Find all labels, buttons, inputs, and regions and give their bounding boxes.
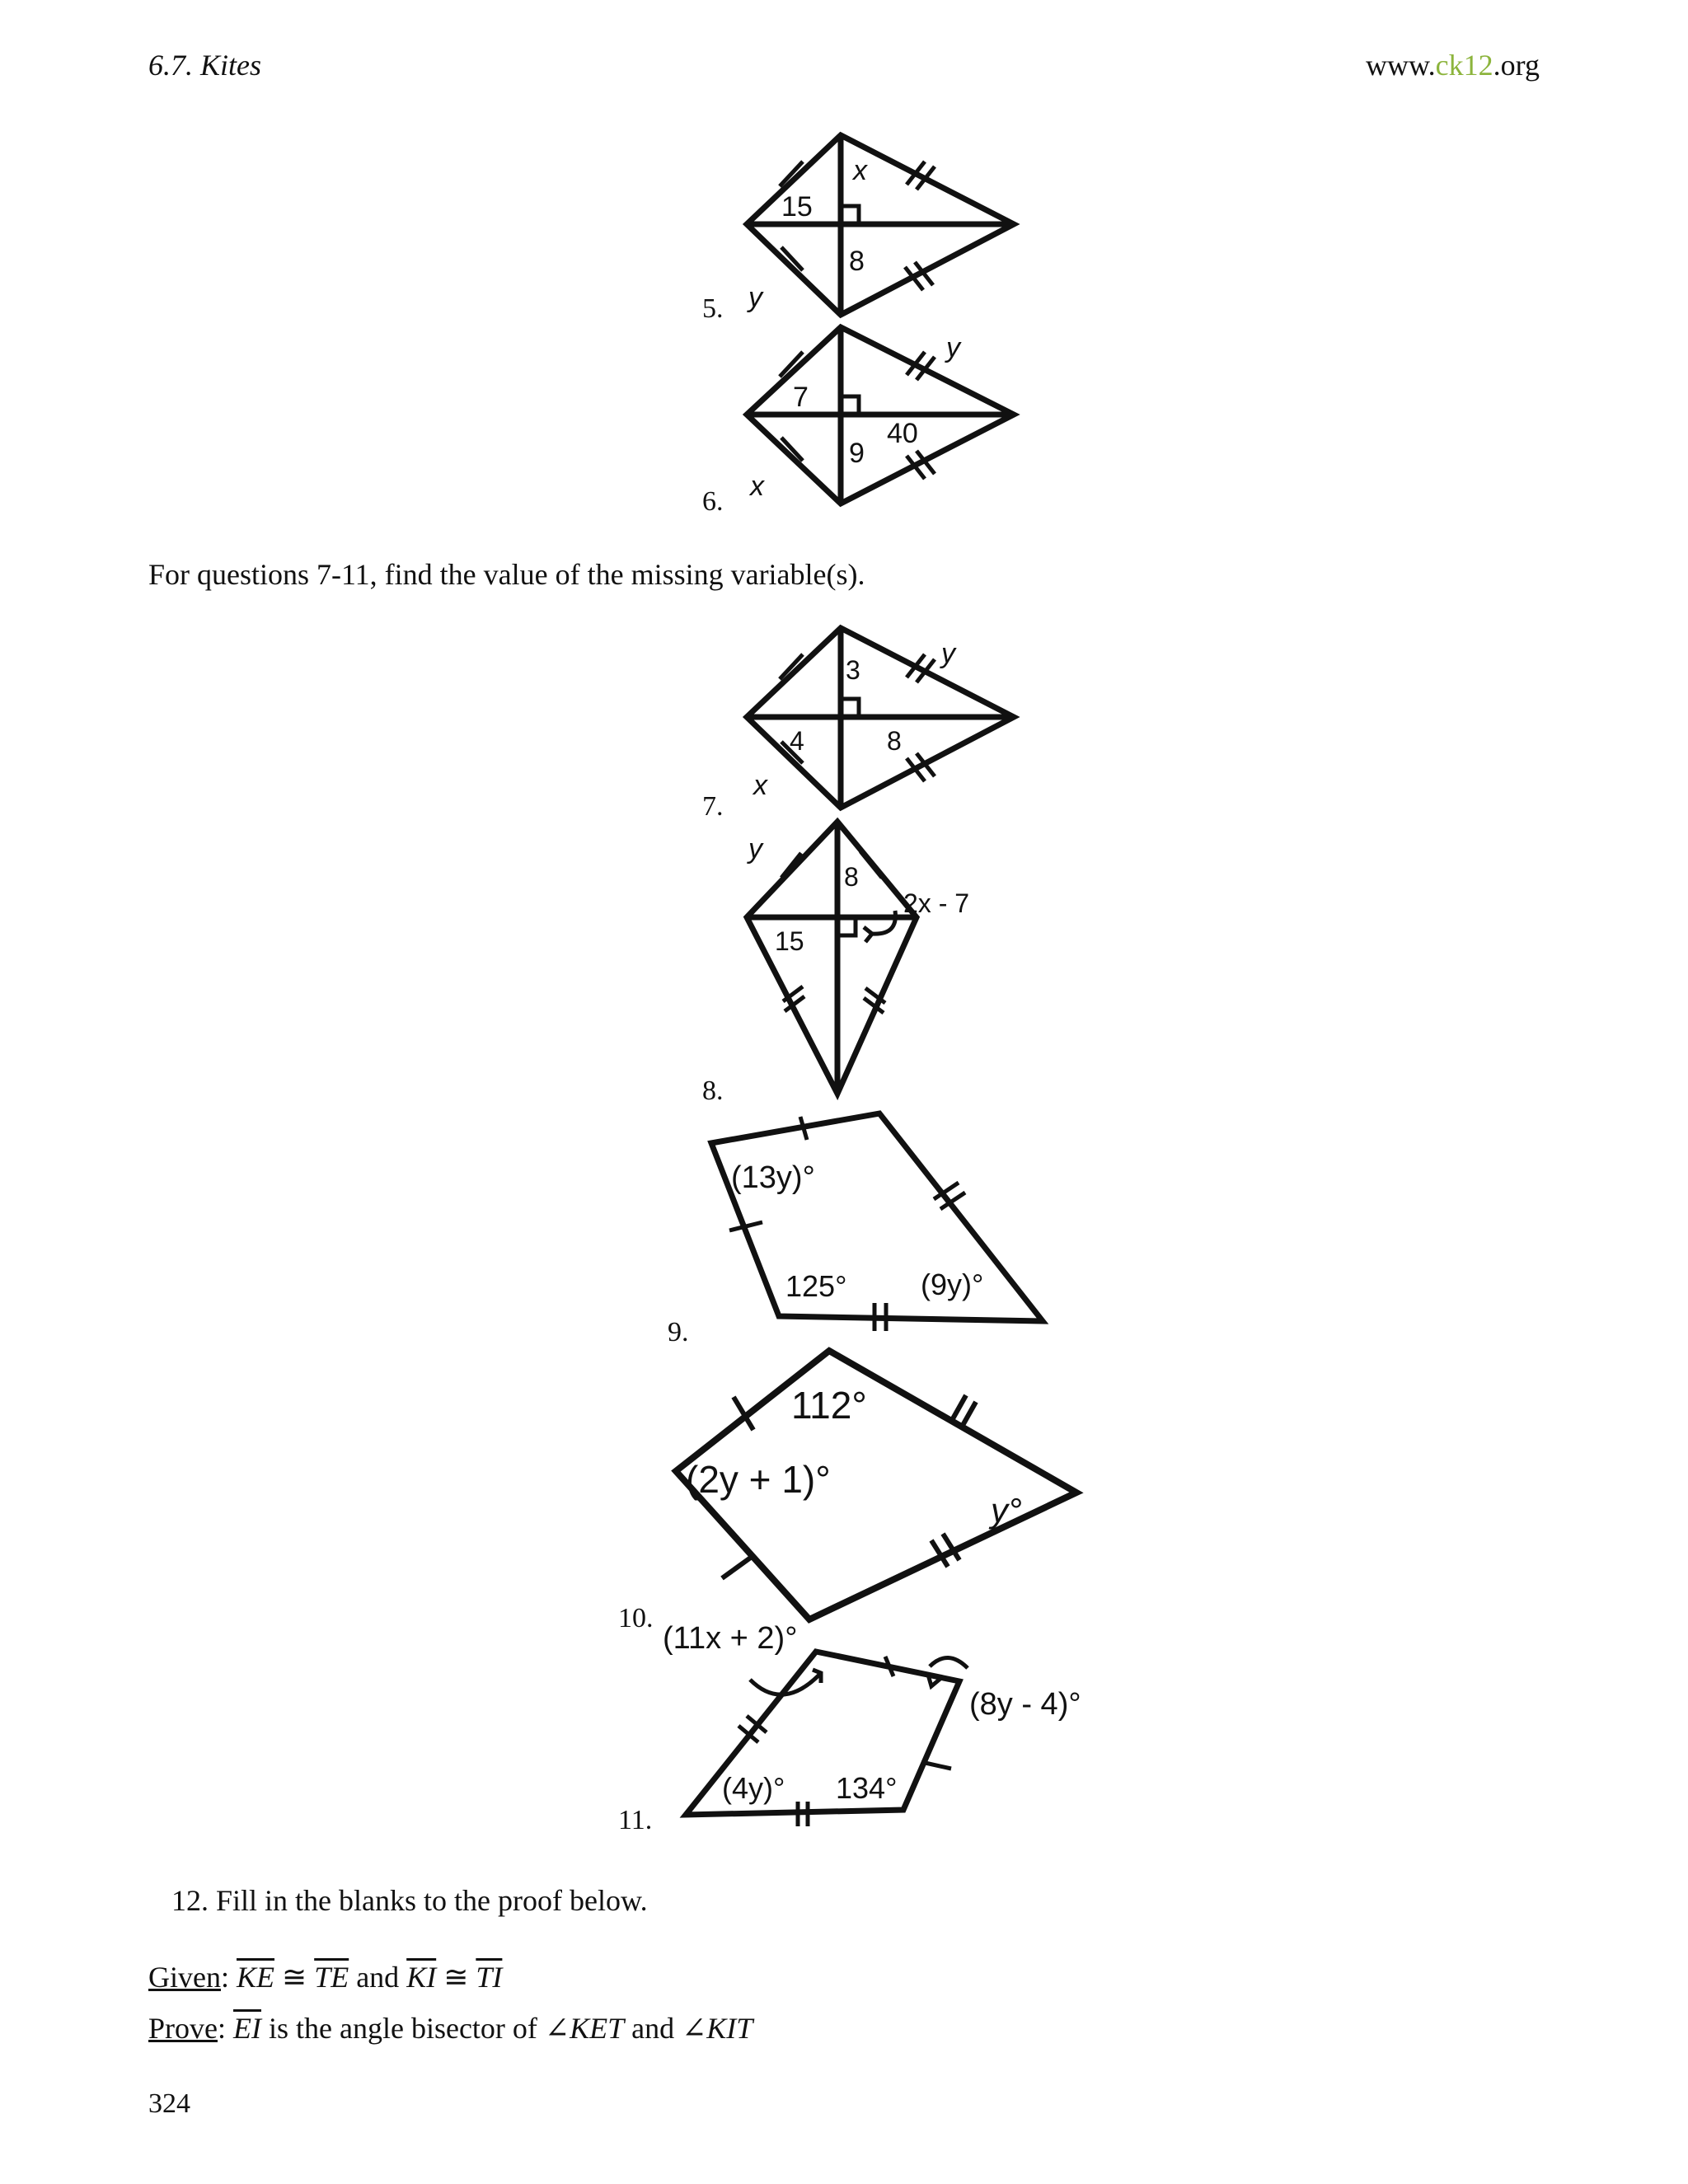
- label-8: 8: [844, 862, 859, 892]
- label-y: y: [748, 282, 762, 313]
- segment-ti: $\overline{TI}$: [476, 1961, 503, 1994]
- question-12-number: 12.: [171, 1884, 209, 1917]
- angle-ket: ∠KET: [544, 2012, 625, 2045]
- problem-7-figure: [734, 618, 1030, 824]
- segment-ke: $\overline{KE}$: [237, 1961, 275, 1994]
- congruent-symbol: ≅: [443, 1961, 469, 1994]
- label-40: 40: [887, 418, 918, 449]
- prove-and: and: [631, 2012, 675, 2045]
- label-9: 9: [849, 438, 865, 469]
- section-title: 6.7. Kites: [148, 49, 262, 82]
- label-y: y: [946, 332, 960, 363]
- label-9y: (9y)°: [921, 1268, 984, 1301]
- problem-8-number: 8.: [702, 1076, 724, 1106]
- problem-8-figure: [734, 812, 1030, 1104]
- problem-9-figure: [696, 1100, 1059, 1347]
- label-11x-plus-2: (11x + 2)°: [663, 1621, 798, 1656]
- given-line: [148, 1960, 502, 1994]
- problem-9-number: 9.: [668, 1317, 689, 1347]
- label-8: 8: [887, 726, 902, 756]
- prove-colon: :: [218, 2012, 234, 2045]
- label-y: y: [941, 638, 955, 669]
- label-112: 112°: [791, 1384, 867, 1427]
- label-3: 3: [846, 655, 860, 685]
- problem-5-number: 5.: [702, 293, 724, 324]
- label-x: x: [853, 155, 867, 186]
- label-15: 15: [781, 191, 813, 223]
- prove-label: Prove: [148, 2012, 218, 2045]
- prove-text: is the angle bisector of: [269, 2012, 537, 2045]
- problem-10-number: 10.: [618, 1603, 654, 1633]
- angle-kit: ∠KIT: [682, 2012, 753, 2045]
- problem-10-figure: [668, 1339, 1096, 1636]
- prove-line: [148, 2011, 753, 2046]
- given-label: Given: [148, 1961, 221, 1994]
- page-number: 324: [148, 2088, 190, 2119]
- site-suffix: .org: [1493, 49, 1540, 82]
- label-y-degrees: y°: [991, 1491, 1022, 1530]
- label-x: x: [753, 770, 767, 801]
- given-and: and: [356, 1961, 400, 1994]
- problem-6-figure: [734, 317, 1030, 523]
- segment-te: $\overline{TE}$: [314, 1961, 349, 1994]
- given-colon: :: [220, 1961, 237, 1994]
- label-125: 125°: [785, 1269, 847, 1303]
- label-15: 15: [775, 926, 804, 956]
- site-url[interactable]: [1366, 48, 1540, 82]
- problem-6-number: 6.: [702, 486, 724, 517]
- problem-11-figure: [659, 1621, 1104, 1846]
- segment-ei: $\overline{EI}$: [233, 2012, 261, 2045]
- instruction-text: For questions 7-11, find the value of the missing variable(s).: [148, 558, 865, 591]
- congruent-symbol: ≅: [282, 1961, 307, 1994]
- site-prefix: www.: [1366, 49, 1436, 82]
- label-13y: (13y)°: [731, 1160, 815, 1195]
- label-2y-plus-1: (2y + 1)°: [686, 1458, 831, 1501]
- label-4y: (4y)°: [722, 1771, 785, 1805]
- segment-ki: $\overline{KI}$: [406, 1961, 437, 1994]
- label-7: 7: [793, 382, 809, 413]
- site-brand: ck12: [1435, 49, 1493, 82]
- label-8: 8: [849, 246, 865, 277]
- label-x: x: [750, 471, 764, 502]
- question-12-text: Fill in the blanks to the proof below.: [216, 1884, 648, 1917]
- label-4: 4: [790, 726, 804, 756]
- problem-5-figure: [734, 124, 1030, 330]
- question-12: [171, 1883, 648, 1918]
- label-134: 134°: [836, 1771, 898, 1805]
- label-8y-minus-4: (8y - 4)°: [969, 1687, 1081, 1722]
- problem-7-number: 7.: [702, 791, 724, 822]
- label-2x-7: 2x - 7: [903, 888, 970, 918]
- label-y: y: [748, 833, 762, 865]
- problem-11-number: 11.: [618, 1805, 653, 1835]
